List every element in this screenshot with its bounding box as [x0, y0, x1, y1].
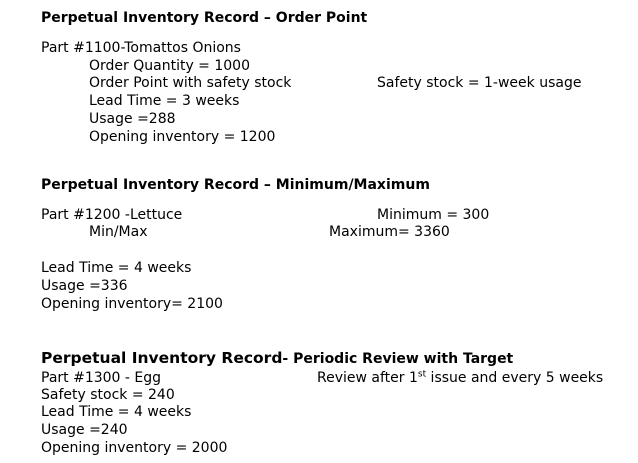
section2-minmax-label: Min/Max: [89, 224, 148, 240]
section2-lead-time: Lead Time = 4 weeks: [41, 260, 192, 276]
section1-order-quantity: Order Quantity = 1000: [89, 58, 250, 74]
section3-safety-stock: Safety stock = 240: [41, 387, 175, 403]
section3-lead-time: Lead Time = 4 weeks: [41, 404, 192, 420]
section3-review-note: [317, 369, 603, 387]
section2-heading: Perpetual Inventory Record – Minimum/Maximum: [41, 177, 430, 193]
section2-part: Part #1200 -Lettuce: [41, 207, 183, 223]
section1-opening-inventory: Opening inventory = 1200: [89, 129, 276, 145]
section1-heading: Perpetual Inventory Record – Order Point: [41, 10, 368, 26]
section2-maximum: Maximum= 3360: [329, 224, 450, 240]
section3-heading-sub: - Periodic Review with Target: [282, 351, 514, 367]
section3-heading: [41, 349, 513, 368]
section1-lead-time: Lead Time = 3 weeks: [89, 93, 240, 109]
section3-review-suffix: issue and every 5 weeks: [426, 370, 604, 386]
section1-part: Part #1100-Tomattos Onions: [41, 40, 241, 56]
section2-opening-inventory: Opening inventory= 2100: [41, 296, 223, 312]
section3-review-sup: st: [417, 369, 427, 380]
section1-order-point: Order Point with safety stock: [89, 75, 292, 91]
section2-usage: Usage =336: [41, 278, 128, 294]
section1-usage: Usage =288: [89, 111, 176, 127]
section3-usage: Usage =240: [41, 422, 128, 438]
section3-heading-main: Perpetual Inventory Record: [41, 349, 283, 367]
section1-safety-stock-note: Safety stock = 1-week usage: [377, 75, 582, 91]
section3-part: Part #1300 - Egg: [41, 370, 162, 386]
section3-opening-inventory: Opening inventory = 2000: [41, 440, 228, 456]
section3-review-prefix: Review after 1: [317, 370, 418, 386]
section2-minimum: Minimum = 300: [377, 207, 490, 223]
